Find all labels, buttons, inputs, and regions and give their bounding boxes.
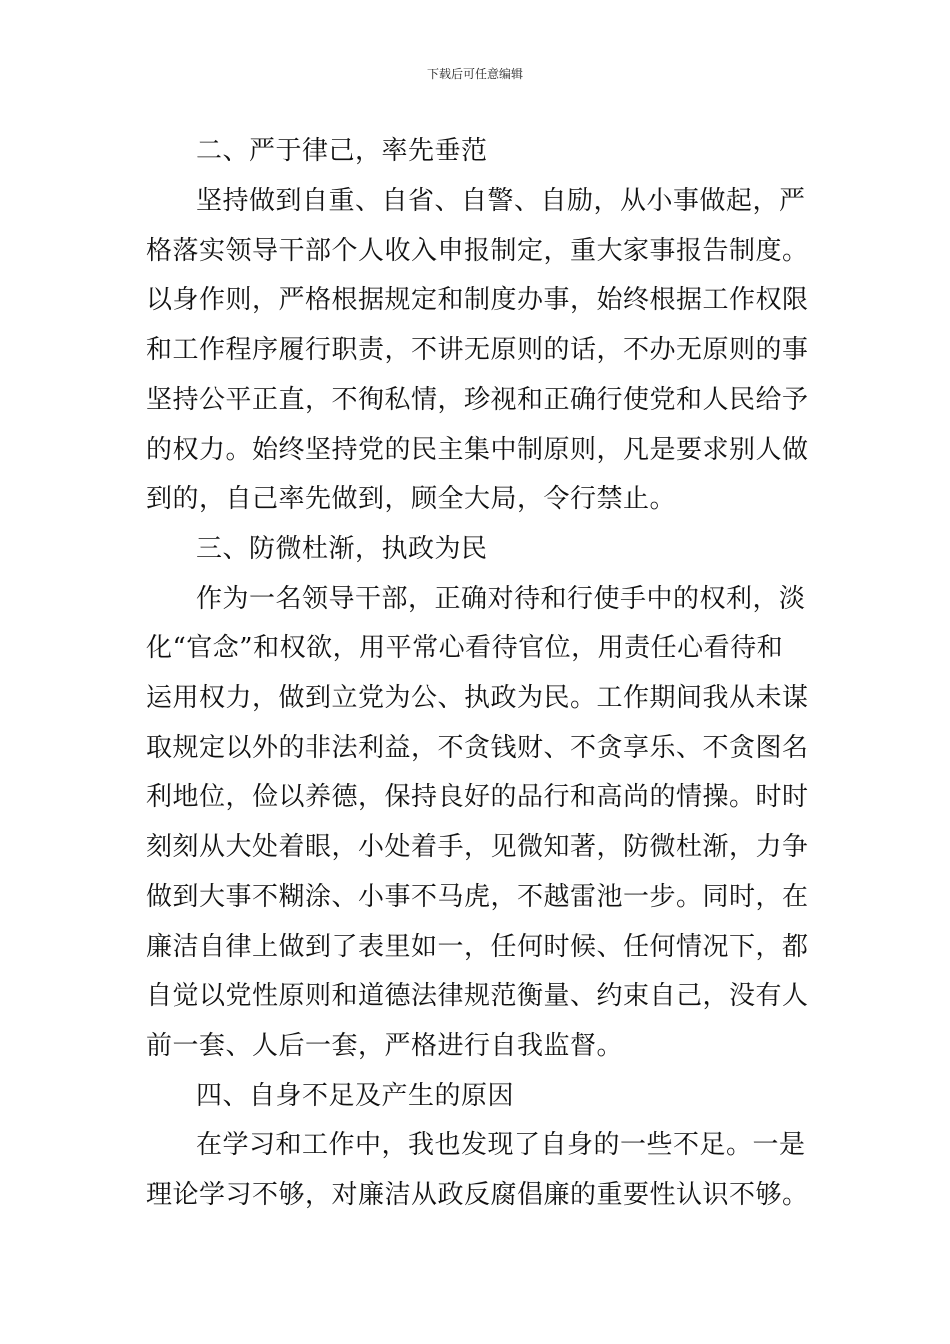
paragraph-line: 利地位，俭以养德，保持良好的品行和高尚的情操。时时 — [146, 782, 809, 812]
heading-section-4: 四、自身不足及产生的原因 — [196, 1081, 515, 1111]
paragraph-line: 坚持公平正直，不徇私情，珍视和正确行使党和人民给予 — [146, 385, 809, 415]
paragraph-line: 廉洁自律上做到了表里如一，任何时候、任何情况下，都 — [146, 932, 809, 962]
paragraph-line: 运用权力，做到立党为公、执政为民。工作期间我从未谋 — [146, 683, 809, 713]
paragraph-line: 在学习和工作中，我也发现了自身的一些不足。一是 — [196, 1130, 806, 1160]
paragraph-line: 前一套、人后一套，严格进行自我监督。 — [146, 1031, 624, 1061]
heading-section-3: 三、防微杜渐，执政为民 — [196, 534, 488, 564]
paragraph-line: 做到大事不糊涂、小事不马虎，不越雷池一步。同时，在 — [146, 882, 809, 912]
heading-section-2: 二、严于律己，率先垂范 — [196, 136, 488, 166]
paragraph-line: 以身作则，严格根据规定和制度办事，始终根据工作权限 — [146, 285, 809, 315]
paragraph-line: 取规定以外的非法利益，不贪钱财、不贪享乐、不贪图名 — [146, 733, 809, 763]
paragraph-line: 格落实领导干部个人收入申报制定，重大家事报告制度。 — [146, 236, 809, 266]
paragraph-line: 理论学习不够，对廉洁从政反腐倡廉的重要性认识不够。 — [146, 1180, 809, 1210]
paragraph-line: 和工作程序履行职责，不讲无原则的话，不办无原则的事 — [146, 335, 809, 365]
paragraph-line: 到的，自己率先做到，顾全大局，令行禁止。 — [146, 484, 677, 514]
paragraph-line: 化“官念”和权欲，用平常心看待官位，用责任心看待和 — [146, 633, 784, 663]
paragraph-line: 刻刻从大处着眼，小处着手，见微知著，防微杜渐，力争 — [146, 832, 809, 862]
paragraph-line: 作为一名领导干部，正确对待和行使手中的权利，淡 — [196, 584, 806, 614]
paragraph-line: 自觉以党性原则和道德法律规范衡量、约束自己，没有人 — [146, 981, 809, 1011]
paragraph-line: 坚持做到自重、自省、自警、自励，从小事做起，严 — [196, 186, 806, 216]
paragraph-line: 的权力。始终坚持党的民主集中制原则，凡是要求别人做 — [146, 435, 809, 465]
header-note: 下载后可任意编辑 — [426, 67, 523, 81]
